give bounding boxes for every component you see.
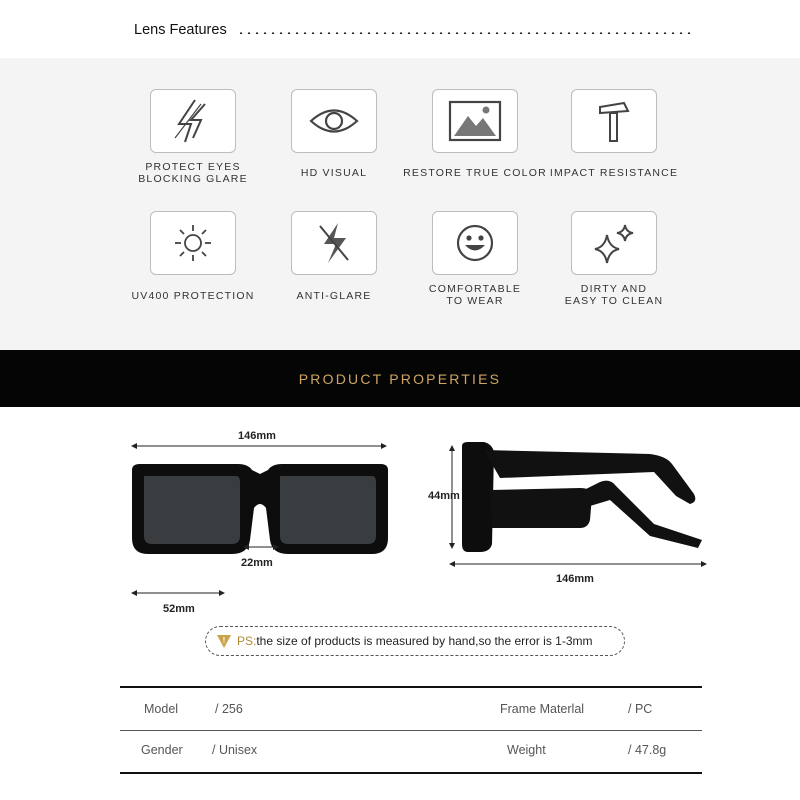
- frame-material-label: Frame Materlal: [500, 702, 585, 716]
- lens-width-label: 52mm: [163, 603, 195, 615]
- feature-label: RESTORE TRUE COLOR: [403, 167, 547, 179]
- front-width-label: 146mm: [238, 430, 276, 442]
- feature-label: DIRTY AND EASY TO CLEAN: [564, 283, 664, 307]
- eye-icon: [291, 89, 377, 153]
- table-divider: [120, 730, 702, 731]
- sun-icon: [150, 211, 236, 275]
- model-value: / 256: [215, 702, 243, 716]
- feature-label: PROTECT EYES BLOCKING GLARE: [138, 161, 248, 185]
- model-label: Model: [144, 702, 179, 716]
- warning-triangle-icon: [216, 633, 232, 649]
- lightning-bolt-icon: [150, 89, 236, 153]
- bridge-label: 22mm: [241, 557, 273, 569]
- feature-hd-visual: [259, 89, 409, 179]
- band-title: PRODUCT PROPERTIES: [298, 370, 502, 387]
- gender-label: Gender: [141, 743, 183, 757]
- feature-restore-color: [400, 89, 550, 179]
- feature-label: UV400 PROTECTION: [131, 290, 255, 302]
- feature-impact-resistance: [539, 89, 689, 179]
- front-view-diagram: [120, 430, 400, 620]
- feature-uv400: [118, 211, 268, 302]
- note-prefix: PS:: [237, 634, 257, 648]
- feature-label: IMPACT RESISTANCE: [549, 167, 679, 179]
- smiley-face-icon: [432, 211, 518, 275]
- feature-label: ANTI-GLARE: [296, 290, 372, 302]
- feature-label: COMFORTABLE TO WEAR: [428, 283, 522, 307]
- feature-easy-clean: [539, 211, 689, 307]
- weight-label: Weight: [507, 743, 546, 757]
- feature-comfortable: [400, 211, 550, 307]
- sparkles-icon: [571, 211, 657, 275]
- product-properties-band: [0, 350, 800, 407]
- feature-protect-eyes: [118, 89, 268, 185]
- measurement-note: [205, 626, 625, 656]
- dotted-divider: [237, 32, 694, 34]
- note-text: the size of products is measured by hand,so the error is 1-3mm: [256, 634, 593, 648]
- side-view-diagram: [440, 436, 720, 586]
- crossed-lightning-icon: [291, 211, 377, 275]
- spec-table: [120, 686, 702, 774]
- landscape-picture-icon: [432, 89, 518, 153]
- gender-value: / Unisex: [212, 743, 258, 757]
- frame-material-value: / PC: [628, 702, 653, 716]
- weight-value: / 47.8g: [628, 743, 667, 757]
- svg-text:!: !: [222, 636, 226, 645]
- section-title: Lens Features: [134, 22, 227, 38]
- feature-anti-glare: [259, 211, 409, 302]
- hammer-icon: [571, 89, 657, 153]
- feature-label: HD VISUAL: [300, 167, 368, 179]
- temple-length-label: 146mm: [556, 573, 594, 585]
- height-label: 44mm: [428, 490, 460, 502]
- lens-features-heading: [134, 20, 694, 40]
